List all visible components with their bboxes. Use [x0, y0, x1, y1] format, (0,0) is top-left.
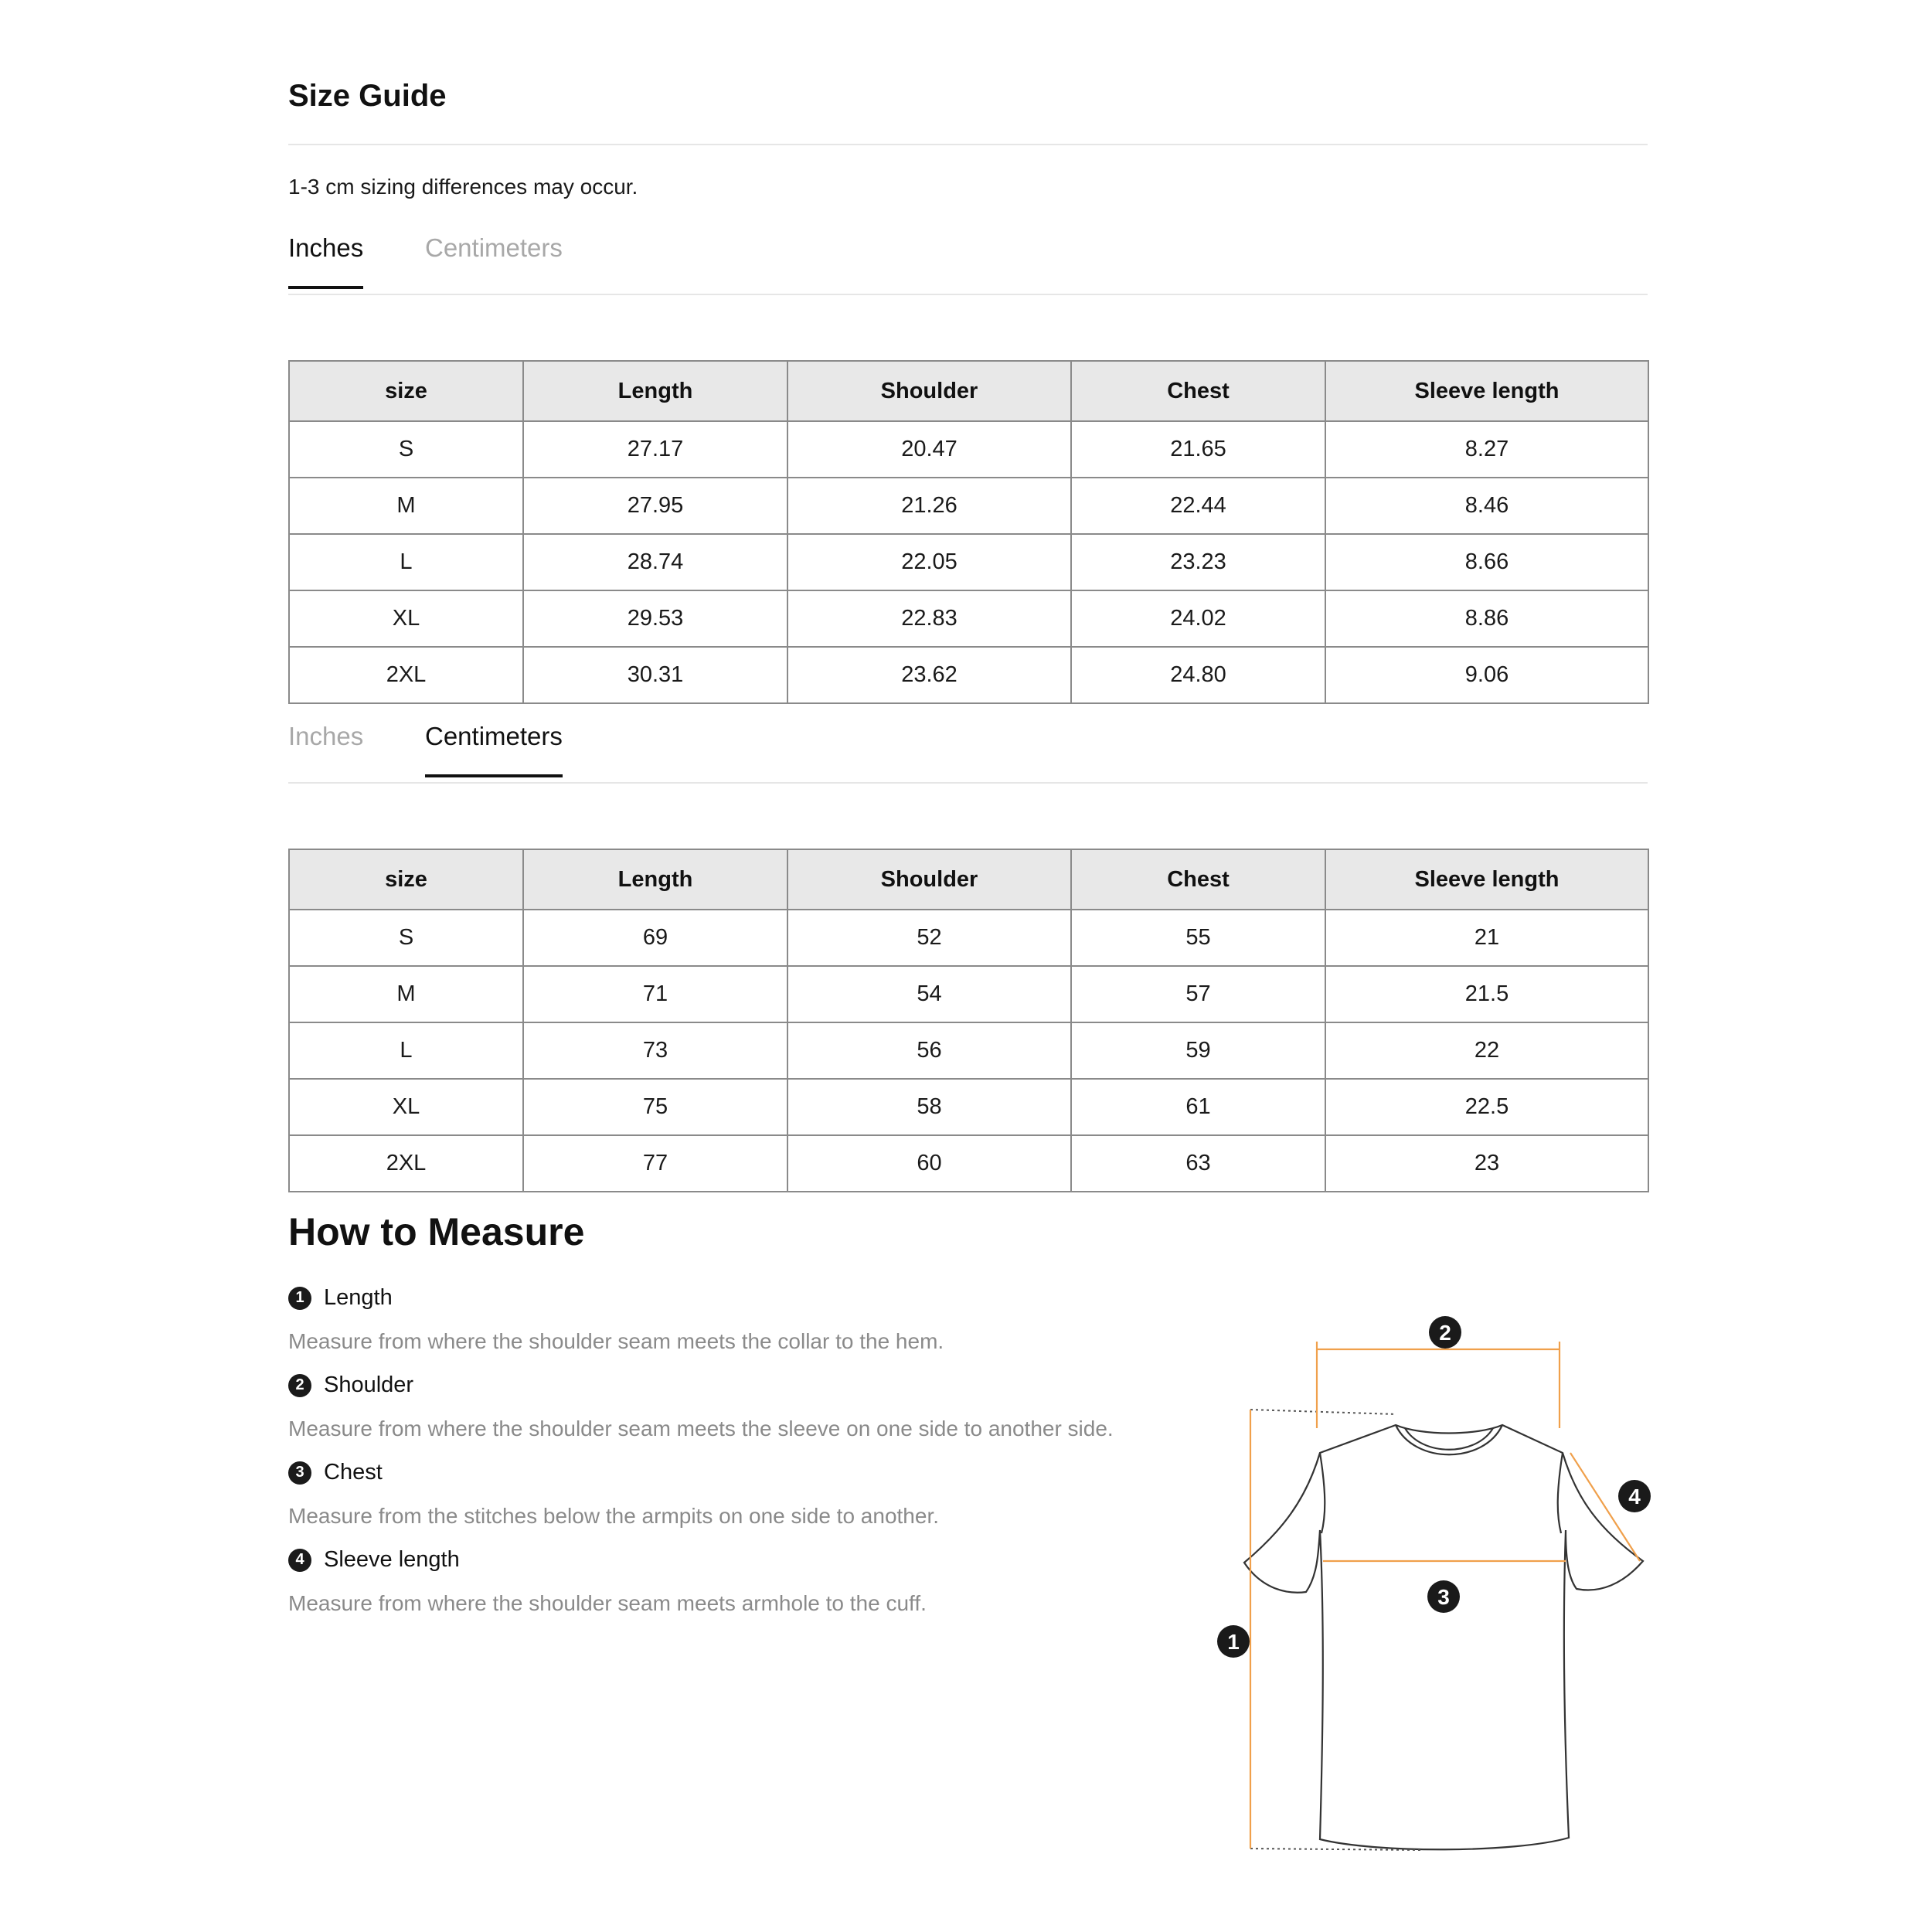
- guide-lines: [1250, 1410, 1422, 1850]
- table-cell: 52: [787, 910, 1071, 966]
- table-cell: 21.26: [787, 478, 1071, 534]
- measure-description: Measure from the stitches below the armpits on one side to another.: [288, 1504, 940, 1528]
- marker-1-label: 1: [1227, 1630, 1240, 1654]
- page-title: Size Guide: [288, 79, 447, 113]
- tab-inches[interactable]: Inches: [288, 233, 363, 289]
- tab-centimeters[interactable]: Centimeters: [425, 722, 563, 777]
- tabs-underline: [288, 294, 1648, 295]
- table-cell: 55: [1071, 910, 1325, 966]
- table-cell: S: [289, 910, 523, 966]
- table-cell: 2XL: [289, 1135, 523, 1192]
- measure-item-length: [288, 1285, 944, 1354]
- table-header-row: [289, 361, 1648, 421]
- tshirt-measurement-diagram: [1190, 1298, 1669, 1862]
- table-cell: S: [289, 421, 523, 478]
- measure-label: Sleeve length: [324, 1547, 460, 1572]
- column-header: Chest: [1071, 361, 1325, 421]
- table-cell: 8.66: [1325, 534, 1648, 590]
- column-header: Chest: [1071, 849, 1325, 910]
- table-cell: 73: [523, 1022, 787, 1079]
- table-row: [289, 647, 1648, 703]
- table-cell: 9.06: [1325, 647, 1648, 703]
- measure-item-shoulder: [288, 1372, 1114, 1441]
- table-cell: 56: [787, 1022, 1071, 1079]
- table-row: [289, 534, 1648, 590]
- sizing-note: 1-3 cm sizing differences may occur.: [288, 175, 638, 199]
- table-cell: 61: [1071, 1079, 1325, 1135]
- table-cell: 22.05: [787, 534, 1071, 590]
- marker-2-label: 2: [1439, 1321, 1451, 1345]
- table-row: [289, 421, 1648, 478]
- unit-tabs-centimeters-view: [288, 722, 1648, 784]
- table-cell: 22.83: [787, 590, 1071, 647]
- column-header: Shoulder: [787, 361, 1071, 421]
- table-cell: 8.46: [1325, 478, 1648, 534]
- measure-label: Length: [324, 1285, 393, 1310]
- column-header: size: [289, 361, 523, 421]
- measure-description: Measure from where the shoulder seam meets the collar to the hem.: [288, 1329, 944, 1353]
- table-header-row: [289, 849, 1648, 910]
- column-header: Length: [523, 361, 787, 421]
- table-cell: 29.53: [523, 590, 787, 647]
- table-cell: 20.47: [787, 421, 1071, 478]
- table-cell: 24.02: [1071, 590, 1325, 647]
- table-cell: 60: [787, 1135, 1071, 1192]
- table-cell: M: [289, 478, 523, 534]
- tshirt-outline-icon: [1244, 1425, 1643, 1849]
- measure-label: Shoulder: [324, 1372, 414, 1397]
- table-cell: XL: [289, 1079, 523, 1135]
- size-table-inches: [288, 360, 1649, 704]
- table-cell: 75: [523, 1079, 787, 1135]
- table-cell: 63: [1071, 1135, 1325, 1192]
- table-cell: 22.5: [1325, 1079, 1648, 1135]
- table-cell: 23: [1325, 1135, 1648, 1192]
- table-row: [289, 1079, 1648, 1135]
- table-cell: 21: [1325, 910, 1648, 966]
- how-to-measure-title: How to Measure: [288, 1210, 585, 1253]
- table-cell: 28.74: [523, 534, 787, 590]
- table-cell: 22: [1325, 1022, 1648, 1079]
- table-cell: 8.86: [1325, 590, 1648, 647]
- table-cell: 8.27: [1325, 421, 1648, 478]
- title-divider: [288, 144, 1648, 145]
- measure-item-chest: [288, 1460, 939, 1529]
- column-header: Length: [523, 849, 787, 910]
- unit-tabs-inches-view: [288, 233, 1648, 295]
- number-1-icon: 1: [288, 1287, 311, 1310]
- size-table-centimeters: [288, 849, 1649, 1192]
- table-cell: 77: [523, 1135, 787, 1192]
- measure-description: Measure from where the shoulder seam meets the sleeve on one side to another side.: [288, 1417, 1114, 1440]
- table-cell: 27.95: [523, 478, 787, 534]
- table-cell: 30.31: [523, 647, 787, 703]
- column-header: Sleeve length: [1325, 849, 1648, 910]
- marker-4: [1618, 1480, 1651, 1512]
- table-cell: 71: [523, 966, 787, 1022]
- marker-2: [1429, 1316, 1461, 1349]
- table-cell: M: [289, 966, 523, 1022]
- table-cell: 54: [787, 966, 1071, 1022]
- table-row: [289, 1135, 1648, 1192]
- marker-1: [1217, 1625, 1250, 1658]
- table-cell: 21.65: [1071, 421, 1325, 478]
- table-cell: 22.44: [1071, 478, 1325, 534]
- marker-3-label: 3: [1437, 1585, 1450, 1609]
- table-cell: 2XL: [289, 647, 523, 703]
- table-cell: 23.62: [787, 647, 1071, 703]
- measure-item-sleeve-length: [288, 1547, 927, 1616]
- table-cell: 23.23: [1071, 534, 1325, 590]
- marker-3: [1427, 1580, 1460, 1613]
- measure-description: Measure from where the shoulder seam meets armhole to the cuff.: [288, 1591, 927, 1615]
- measure-label: Chest: [324, 1460, 383, 1485]
- tab-centimeters[interactable]: Centimeters: [425, 233, 563, 262]
- table-cell: 27.17: [523, 421, 787, 478]
- table-row: [289, 1022, 1648, 1079]
- table-cell: L: [289, 534, 523, 590]
- table-cell: 58: [787, 1079, 1071, 1135]
- table-cell: 59: [1071, 1022, 1325, 1079]
- table-row: [289, 966, 1648, 1022]
- column-header: size: [289, 849, 523, 910]
- table-cell: XL: [289, 590, 523, 647]
- number-3-icon: 3: [288, 1461, 311, 1485]
- table-cell: L: [289, 1022, 523, 1079]
- column-header: Shoulder: [787, 849, 1071, 910]
- tab-inches[interactable]: Inches: [288, 722, 364, 750]
- table-row: [289, 590, 1648, 647]
- tabs-underline: [288, 782, 1648, 784]
- number-4-icon: 4: [288, 1549, 311, 1572]
- table-cell: 57: [1071, 966, 1325, 1022]
- column-header: Sleeve length: [1325, 361, 1648, 421]
- marker-4-label: 4: [1628, 1485, 1641, 1509]
- table-row: [289, 910, 1648, 966]
- table-cell: 69: [523, 910, 787, 966]
- table-row: [289, 478, 1648, 534]
- table-cell: 24.80: [1071, 647, 1325, 703]
- number-2-icon: 2: [288, 1374, 311, 1397]
- table-cell: 21.5: [1325, 966, 1648, 1022]
